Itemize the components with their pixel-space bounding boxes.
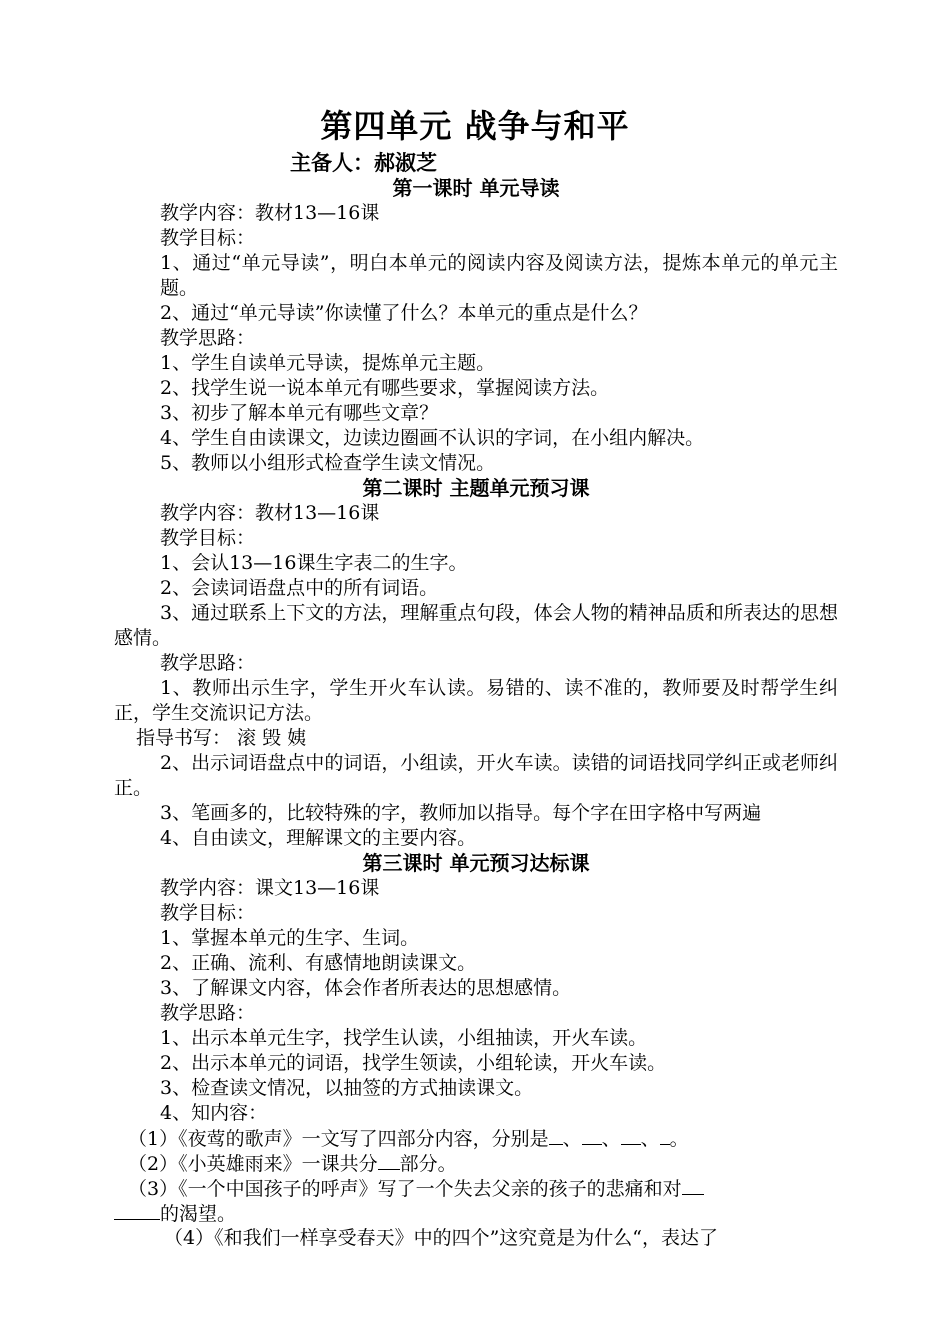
lesson-2-content: 教学内容：教材13—16课 bbox=[160, 502, 380, 524]
lesson-1-idea-5: 5、教师以小组形式检查学生读文情况。 bbox=[160, 452, 496, 474]
document-title: 第四单元 战争与和平 bbox=[320, 107, 630, 145]
lesson-1-goal-2: 2、通过“单元导读”你读懂了什么？本单元的重点是什么？ bbox=[160, 302, 648, 324]
lesson-3-idea-3: 3、检查读文情况，以抽签的方式抽读课文。 bbox=[160, 1077, 534, 1099]
lesson-1-idea-1: 1、学生自读单元导读，提炼单元主题。 bbox=[160, 352, 496, 374]
lesson-2-ideas-label: 教学思路： bbox=[160, 652, 256, 674]
question-2 bbox=[114, 1151, 838, 1176]
lesson-1-heading: 第一课时 单元导读 bbox=[392, 176, 560, 200]
document-body bbox=[114, 176, 838, 1251]
lesson-1-ideas-label: 教学思路： bbox=[160, 327, 256, 349]
lesson-2-goal-2: 2、会读词语盘点中的所有词语。 bbox=[160, 577, 439, 599]
lesson-3-goal-2: 2、正确、流利、有感情地朗读课文。 bbox=[160, 952, 477, 974]
lesson-2-heading: 第二课时 主题单元预习课 bbox=[362, 476, 590, 500]
lesson-2-goal-3: 3、通过联系上下文的方法，理解重点句段，体会人物的精神品质和所表达的思想感情。 bbox=[114, 602, 838, 649]
lesson-3-idea-1: 1、出示本单元生字，找学生认读，小组抽读，开火车读。 bbox=[160, 1027, 648, 1049]
separator: 、 bbox=[601, 1128, 621, 1150]
lesson-1-idea-2: 2、找学生说一说本单元有哪些要求，掌握阅读方法。 bbox=[160, 377, 610, 399]
lesson-3-goal-1: 1、掌握本单元的生字、生词。 bbox=[160, 927, 420, 949]
lesson-3-ideas-label: 教学思路： bbox=[160, 1002, 256, 1024]
lesson-2-goals-label: 教学目标： bbox=[160, 527, 256, 549]
lesson-1-content: 教学内容：教材13—16课 bbox=[160, 202, 380, 224]
lesson-1-idea-3: 3、初步了解本单元有哪些文章？ bbox=[160, 402, 439, 424]
lesson-3-heading: 第三课时 单元预习达标课 bbox=[362, 851, 590, 875]
blank bbox=[378, 1151, 400, 1170]
question-3-text: （3）《一个中国孩子的呼声》写了一个失去父亲的孩子的悲痛和对 bbox=[128, 1178, 682, 1200]
separator: 、 bbox=[640, 1128, 660, 1150]
question-1-text: （1）《夜莺的歌声》一文写了四部分内容，分别是 bbox=[128, 1128, 549, 1150]
period: 。 bbox=[669, 1128, 689, 1150]
question-2-tail: 部分。 bbox=[399, 1153, 457, 1175]
blank bbox=[660, 1126, 670, 1145]
blank bbox=[682, 1176, 704, 1195]
blank bbox=[549, 1126, 563, 1145]
lesson-3-content: 教学内容：课文13—16课 bbox=[160, 877, 380, 899]
author-line: 主备人：郝淑芝 bbox=[290, 150, 437, 175]
lesson-1-goal-1 bbox=[114, 251, 838, 301]
question-3-tail: 的渴望。 bbox=[160, 1203, 237, 1225]
lesson-2-idea-4: 4、自由读文，理解课文的主要内容。 bbox=[160, 827, 477, 849]
lesson-2-idea-2: 2、出示词语盘点中的词语，小组读，开火车读。读错的词语找同学纠正或老师纠正。 bbox=[114, 752, 838, 799]
lesson-2-writing-guide: 指导书写： 滚 毁 姨 bbox=[136, 727, 307, 749]
question-4: （4）《和我们一样享受春天》中的四个”这究竟是为什么“，表达了 bbox=[164, 1227, 719, 1249]
blank bbox=[621, 1126, 641, 1145]
lesson-1-idea-4: 4、学生自由读课文，边读边圈画不认识的字词，在小组内解决。 bbox=[160, 427, 705, 449]
lesson-1-goal-1-text: 1、通过“单元导读”，明白本单元的阅读内容及阅读方法，提炼本单元的单元主题。 bbox=[160, 252, 838, 299]
lesson-2-idea-1: 1、教师出示生字，学生开火车认读。易错的、读不准的，教师要及时帮学生纠正，学生交流识记方法。 bbox=[114, 677, 838, 724]
question-3-continued bbox=[114, 1201, 838, 1226]
lesson-3-goals-label: 教学目标： bbox=[160, 902, 256, 924]
separator: 、 bbox=[562, 1128, 582, 1150]
lesson-3-idea-4: 4、知内容： bbox=[160, 1102, 268, 1124]
lesson-3-goal-3: 3、了解课文内容，体会作者所表达的思想感情。 bbox=[160, 977, 572, 999]
lesson-2-goal-1: 1、会认13—16课生字表二的生字。 bbox=[160, 552, 468, 574]
lesson-1-goals-label: 教学目标： bbox=[160, 227, 256, 249]
question-1 bbox=[114, 1126, 838, 1151]
lesson-2-idea-3: 3、笔画多的，比较特殊的字，教师加以指导。每个字在田字格中写两遍 bbox=[160, 802, 762, 824]
question-3 bbox=[114, 1176, 838, 1201]
lesson-3-idea-2: 2、出示本单元的词语，找学生领读，小组轮读，开火车读。 bbox=[160, 1052, 667, 1074]
blank bbox=[582, 1126, 602, 1145]
question-2-text: （2）《小英雄雨来》一课共分 bbox=[128, 1153, 378, 1175]
blank bbox=[114, 1201, 160, 1220]
